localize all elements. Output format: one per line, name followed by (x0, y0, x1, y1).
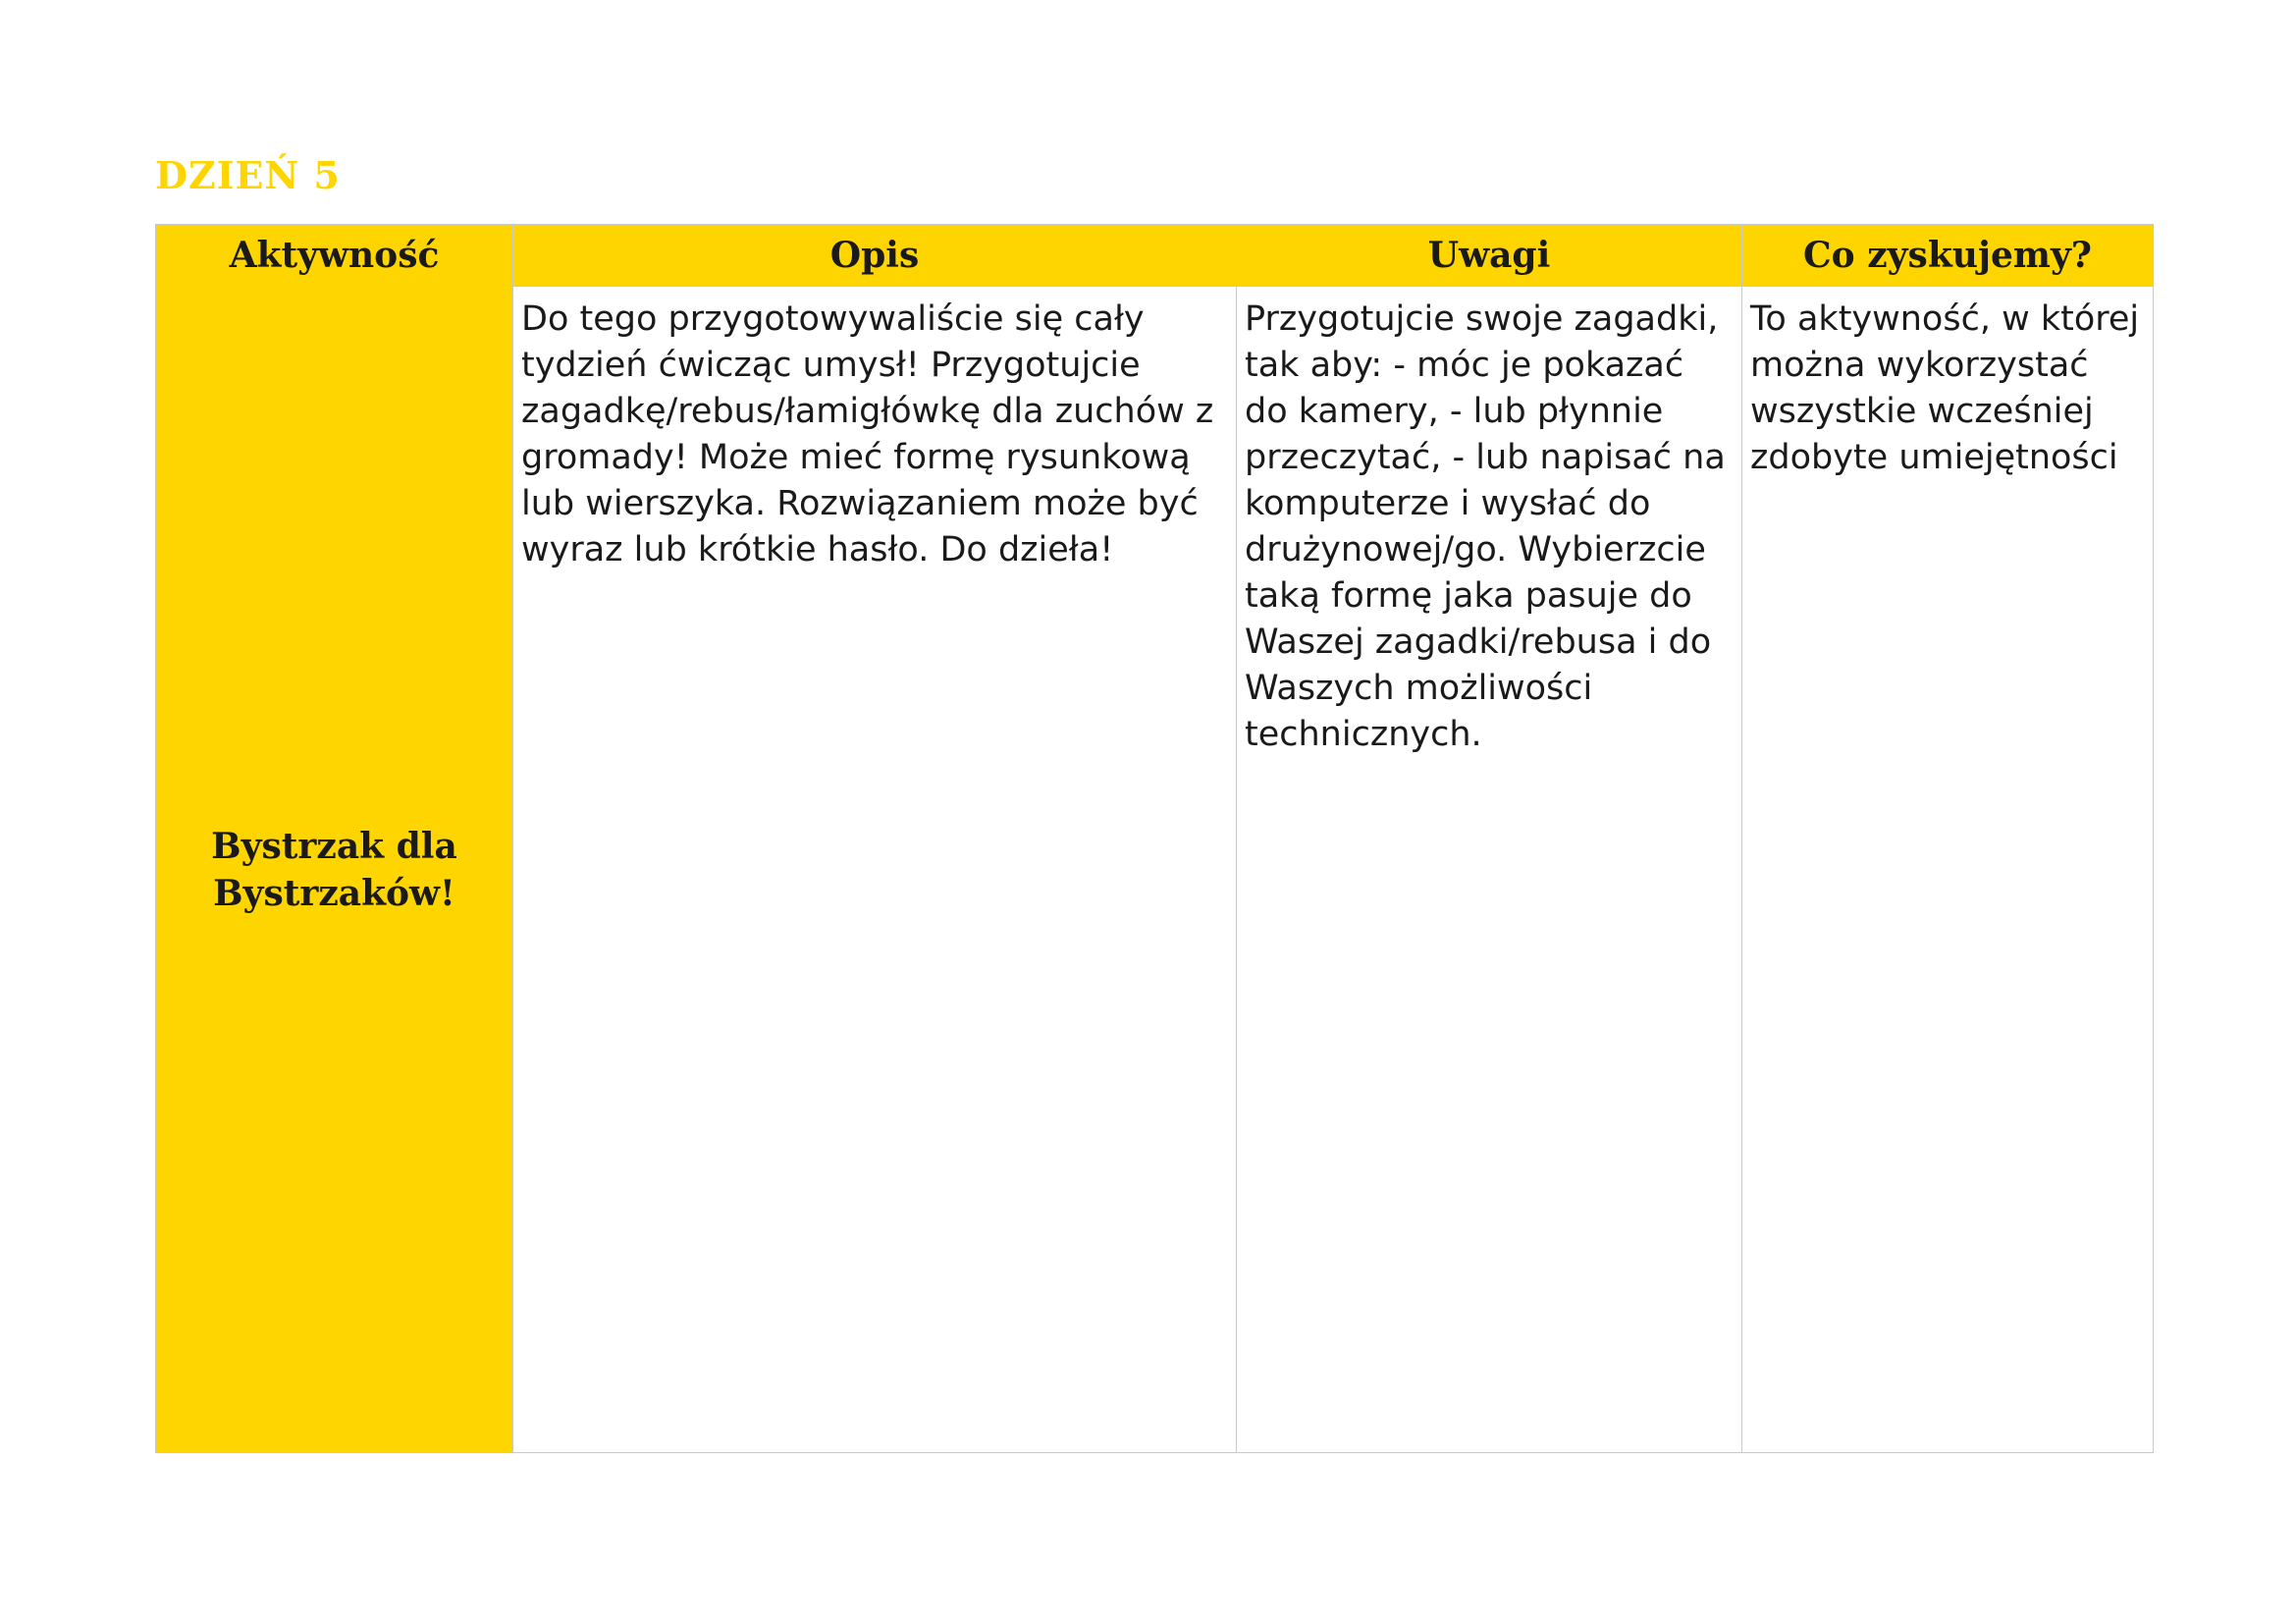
header-row (156, 225, 2154, 287)
gains-cell: To aktywność, w której można wykorzystać wszystkie wcześniej zdobyte umiejętności (1742, 287, 2154, 1453)
table-row (156, 287, 2154, 1453)
table-body (156, 287, 2154, 1453)
page-title: DZIEŃ 5 (155, 153, 341, 197)
table-header (156, 225, 2154, 287)
header-gains: Co zyskujemy? (1742, 225, 2154, 287)
day-plan-table (155, 224, 2154, 1453)
header-activity: Aktywność (156, 225, 513, 287)
activity-cell: Bystrzak dla Bystrzaków! (156, 287, 513, 1453)
description-cell: Do tego przygotowywaliście się cały tydzień ćwicząc umysł! Przygotujcie zagadkę/rebus/łamigłówkę dla zuchów z gromady! Może mieć formę rysunkową lub wierszyka. Rozwiązaniem może być wyraz lub krótkie hasło. Do dzieła! (513, 287, 1237, 1453)
notes-cell: Przygotujcie swoje zagadki, tak aby: - móc je pokazać do kamery, - lub płynnie przeczytać, - lub napisać na komputerze i wysłać do drużynowej/go. Wybierzcie taką formę jaka pasuje do Waszej zagadki/rebusa i do Waszych możliwości technicznych. (1237, 287, 1742, 1453)
header-description: Opis (513, 225, 1237, 287)
header-notes: Uwagi (1237, 225, 1742, 287)
